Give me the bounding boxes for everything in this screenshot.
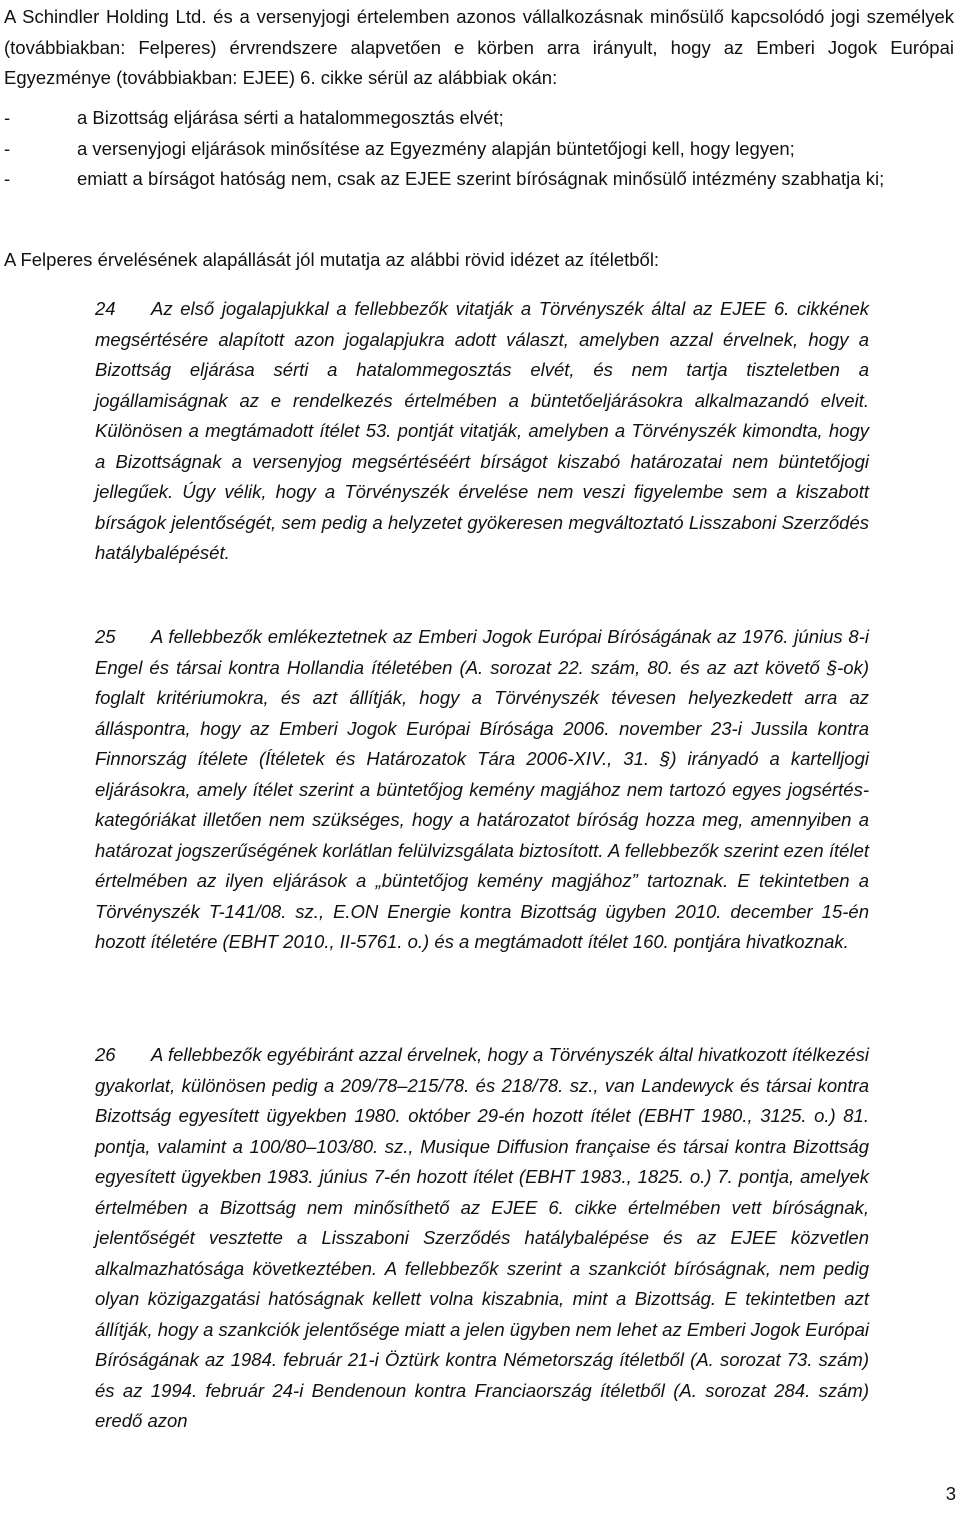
list-item (4, 134, 956, 165)
list-dash: - (4, 137, 11, 159)
list-item (4, 164, 956, 195)
page-number: 3 (945, 1483, 956, 1504)
list-item (4, 103, 956, 134)
paragraph-number: 25 (95, 626, 116, 647)
lead-sentence: A Felperes érvelésének alapállását jól mutatja az alábbi rövid idézet az ítéletből: (4, 249, 660, 270)
quoted-paragraph-26 (95, 1040, 869, 1437)
list-item-text: a versenyjogi eljárások minősítése az Egyezmény alapján büntetőjogi kell, hogy legyen; (77, 137, 795, 159)
list-item-text: emiatt a bírságot hatóság nem, csak az EJEE szerint bíróságnak minősülő intézmény szabhatja ki; (77, 168, 885, 189)
list-dash: - (4, 168, 11, 189)
paragraph-text: A fellebbezők egyébiránt azzal érvelnek, hogy a Törvényszék által hivatkozott ítélkezési gyakorlat, különösen pedig a 209/78–215/78. és 218/78. sz., van Landewyck és társai kontra Bizottság egyesített ügyekben 1980. október 29-én hozott ítélet (EBHT 1980., 3125. o.) 81. pontja, valamint a 100/80–103/80. sz., Musique Diffusion française és társai kontra Bizottság egyesített ügyekben 1983. június 7-én hozott ítélet (EBHT 1983., 1825. o.) 7. pontja, amelyek értelmében a Bizottság nem minősíthető az EJEE 6. cikke értelmében vett bíróságnak, jelentőségét vesztette a Lisszaboni Szerződés hatálybalépése és az EJEE közvetlen alkalmazhatósága következtében. A fellebbezők szerint a szankciót bíróságnak, nem pedig olyan közigazgatási hatóságnak kellett volna kiszabnia, mint a Bizottság. E tekintetben azt állítják, hogy a szankciók jelentősége miatt a jelen ügyben nem lehet az Emberi Jogok Európai Bíróságának az 1984. február 21-i Öztürk kontra Németország ítéletből (A. sorozat 73. szám) és az 1994. február 24-i Bendenoun kontra Franciaország ítéletből (A. sorozat 284. szám) eredő azon (95, 1044, 869, 1431)
quoted-paragraph-24 (95, 294, 869, 569)
paragraph-number: 24 (95, 298, 116, 319)
paragraph-number: 26 (95, 1044, 116, 1065)
paragraph-text: A fellebbezők emlékeztetnek az Emberi Jogok Európai Bíróságának az 1976. június 8-i Engel és társai kontra Hollandia ítéletében (A. sorozat 22. szám, 80. és az azt követő §-ok) foglalt kritériumokra, és azt állítják, hogy a Törvényszék tévesen helyezkedett arra az álláspontra, hogy az Emberi Jogok Európai Bírósága 2006. november 23-i Jussila kontra Finnország ítélete (Ítéletek és Határozatok Tára 2006-XIV., 31. §) irányadó a kartelljogi eljárásokra, amely ítélet szerint a büntetőjog kemény magjához nem tartozó egyes jogsértés-kategóriákat illetően nem szükséges, hogy a határozatot bíróság hozza meg, amennyiben a határozat jogszerűségének korlátlan felülvizsgálata biztosított. A fellebbezők szerint ezen ítélet értelmében az ilyen eljárások a „büntetőjog kemény magjához” tartoznak. E tekintetben a Törvényszék T-141/08. sz., E.ON Energie kontra Bizottság ügyben 2010. december 15-én hozott ítéletére (EBHT 2010., II-5761. o.) és a megtámadott ítélet 160. pontjára hivatkoznak. (95, 626, 869, 952)
list-item-text: a Bizottság eljárása sérti a hatalommegosztás elvét; (77, 107, 504, 128)
quoted-paragraph-25 (95, 622, 869, 958)
argument-list (4, 103, 956, 195)
list-dash: - (4, 107, 11, 128)
paragraph-text: Az első jogalapjukkal a fellebbezők vitatják a Törvényszék által az EJEE 6. cikkének megsértésére alapított azon jogalapjukra adott választ, amelyben azzal érvelnek, hogy a Bizottság eljárása sérti a hatalommegosztás elvét, és nem tartja tiszteletben a jogállamiságnak az e rendelkezés értelmében a büntetőeljárásokra alkalmazandó elveit. Különösen a megtámadott ítélet 53. pontját vitatják, amelyben a Törvényszék kimondta, hogy a Bizottságnak a versenyjog megsértéséért bírságot kiszabó határozatai nem büntetőjogi jellegűek. Úgy vélik, hogy a Törvényszék érvelése nem veszi figyelembe sem a kiszabott bírságok jelentőségét, sem pedig a helyzetet gyökeresen megváltoztató Lisszaboni Szerződés hatálybalépését. (95, 298, 869, 563)
intro-paragraph: A Schindler Holding Ltd. és a versenyjogi értelemben azonos vállalkozásnak minősülő kapcsolódó jogi személyek (továbbiakban: Felperes) érvrendszere alapvetően e körben arra irányult, hogy az Emberi Jogok Európai Egyezménye (továbbiakban: EJEE) 6. cikke sérül az alábbiak okán: (4, 6, 954, 88)
